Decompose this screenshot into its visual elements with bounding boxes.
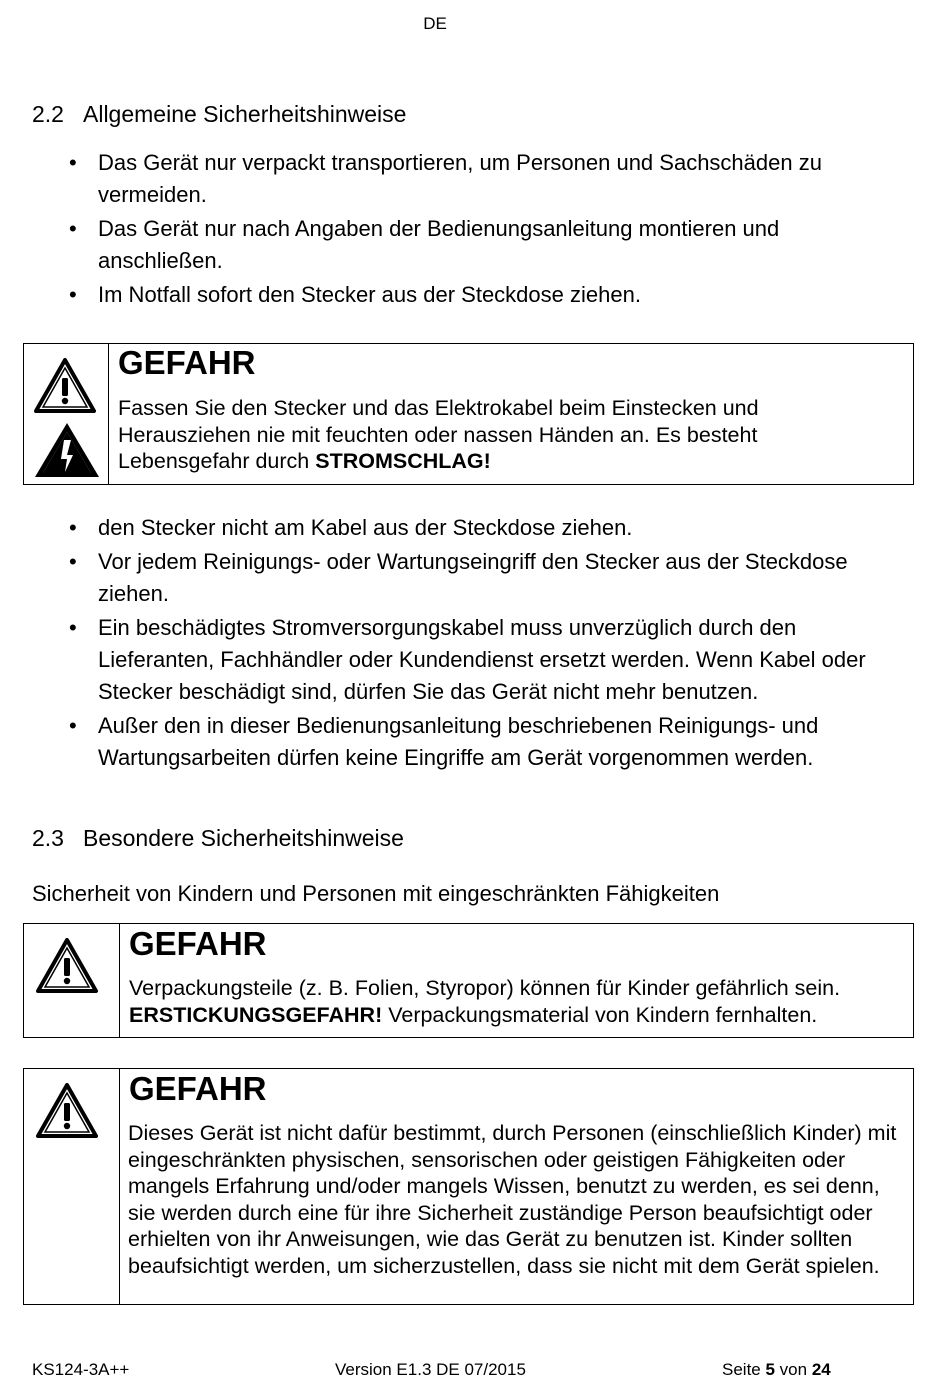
language-marker: DE — [423, 14, 447, 33]
warning-triangle-icon — [36, 1083, 98, 1139]
danger-box-supervision — [23, 1068, 914, 1305]
list-item: • Das Gerät nur verpackt transportieren, um Personen und Sachschäden zu vermeiden. — [69, 150, 822, 207]
list-item: • Vor jedem Reinigungs- oder Wartungseingriff den Stecker aus der Steckdose ziehen. — [69, 549, 848, 606]
danger-emphasis: STROMSCHLAG! — [315, 449, 491, 473]
electric-shock-icon — [34, 422, 100, 478]
list-item: • Das Gerät nur nach Angaben der Bedienungsanleitung montieren und anschließen. — [69, 216, 780, 273]
section-title: Allgemeine Sicherheitshinweise — [83, 101, 407, 127]
danger-title: GEFAHR — [129, 1070, 267, 1107]
list-item: • Im Notfall sofort den Stecker aus der Steckdose ziehen. — [69, 282, 641, 307]
danger-title: GEFAHR — [129, 925, 267, 962]
list-item: • Außer den in dieser Bedienungsanleitung beschriebenen Reinigungs- und Wartungsarbeiten dürfen keine Eingriffe am Gerät vorgenommen werden. — [69, 713, 819, 770]
warning-triangle-icon — [36, 938, 98, 994]
footer-version: Version E1.3 DE 07/2015 — [335, 1360, 526, 1379]
danger-emphasis: ERSTICKUNGSGEFAHR! — [129, 1002, 383, 1027]
icon-column — [24, 344, 109, 484]
icon-column — [24, 1069, 120, 1304]
danger-title: GEFAHR — [118, 344, 256, 381]
section-title: Besondere Sicherheitshinweise — [83, 825, 404, 851]
footer-page-number: Seite 5 von 24 — [722, 1360, 831, 1379]
danger-text: Verpackungsteile (z. B. Folien, Styropor) können für Kinder gefährlich sein. ERSTICKUNGSGEFAHR! Verpackungsmaterial von Kindern fernhalten. — [129, 976, 841, 1027]
section-number: 2.2 — [32, 101, 64, 127]
danger-box-suffocation — [23, 923, 914, 1038]
section-heading-2-3 — [32, 825, 404, 852]
footer-model: KS124-3A++ — [32, 1360, 130, 1379]
list-item: • Ein beschädigtes Stromversorgungskabel muss unverzüglich durch den Lieferanten, Fachhändler oder Kundendienst ersetzt werden. Wenn Kabel oder Stecker beschädigt sind, dürfen Sie das Gerät nicht mehr benutzen. — [69, 615, 866, 704]
section-heading-2-2 — [32, 101, 406, 128]
bullet-list-general-a — [0, 147, 878, 313]
icon-column — [24, 924, 120, 1037]
danger-text: Dieses Gerät ist nicht dafür bestimmt, durch Personen (einschließlich Kinder) mit eingeschränkten physischen, sensorischen oder geistigen Fähigkeiten oder mangels Erfahrung und/oder mangels Wissen, benutzt zu werden, es sei denn, sie werden durch eine für ihre Sicherheit zuständige Person beaufsichtigt oder erhielten von ihr Anweisungen, wie das Gerät zu benutzen ist. Kinder sollten beaufsichtigt werden, um sicherzustellen, dass sie nicht mit dem Gerät spielen. — [128, 1121, 897, 1278]
subsection-subtitle: Sicherheit von Kindern und Personen mit eingeschränkten Fähigkeiten — [32, 881, 720, 906]
section-number: 2.3 — [32, 825, 64, 851]
danger-text: Fassen Sie den Stecker und das Elektrokabel beim Einstecken und Herausziehen nie mit feuchten oder nassen Händen an. Es besteht Lebensgefahr durch STROMSCHLAG! — [118, 396, 759, 473]
danger-box-electric — [23, 343, 914, 485]
list-item: • den Stecker nicht am Kabel aus der Steckdose ziehen. — [69, 515, 633, 540]
warning-triangle-icon — [34, 358, 96, 414]
bullet-list-general-b — [0, 512, 878, 776]
